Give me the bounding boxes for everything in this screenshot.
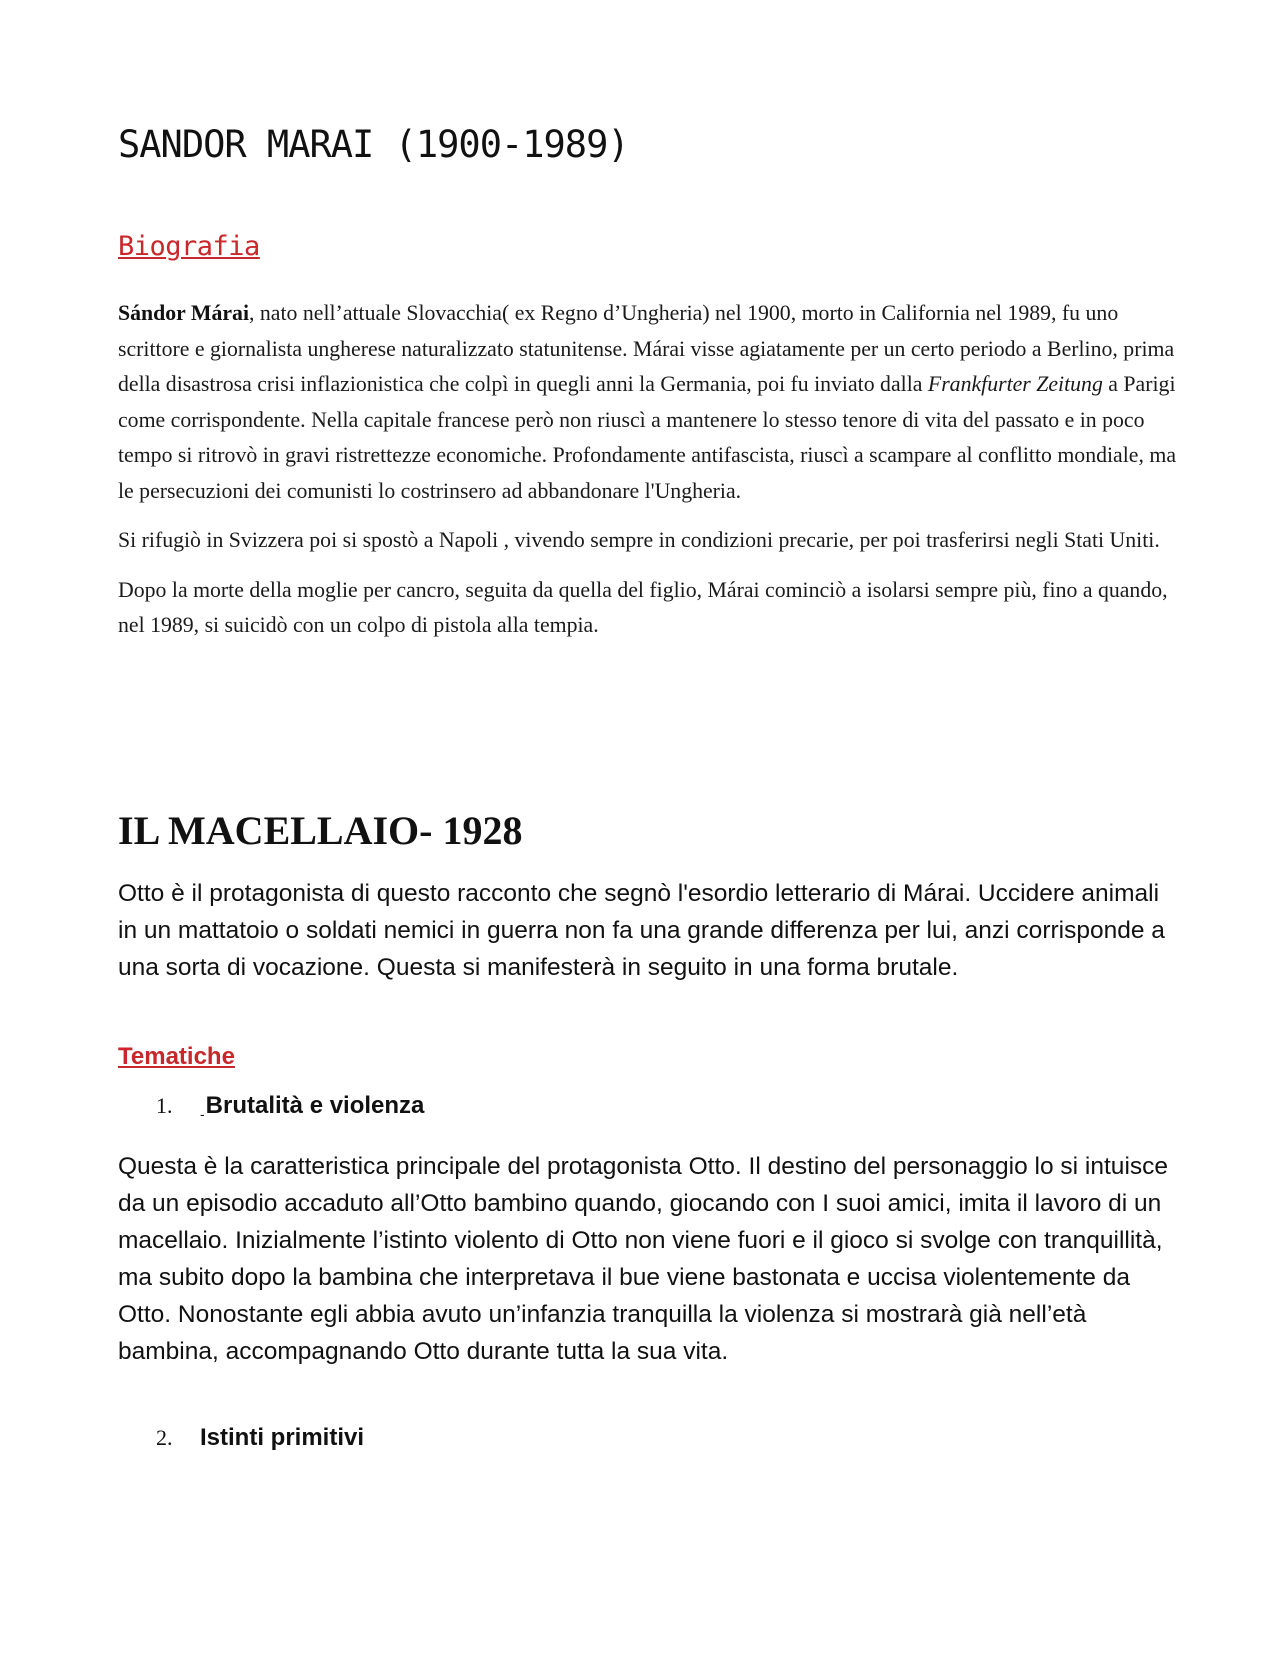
biography-paragraph-2: Si rifugiò in Svizzera poi si spostò a Napoli , vivendo sempre in condizioni precarie, per poi trasferirsi negli Stati Uniti.	[118, 528, 1160, 552]
theme-number: 2.	[156, 1425, 173, 1450]
biography-paragraph-3: Dopo la morte della moglie per cancro, seguita da quella del figlio, Márai cominciò a isolarsi sempre più, fino a quando, nel 1989, si suicidò con un colpo di pistola alla tempia.	[118, 577, 1168, 637]
novel-title: IL MACELLAIO- 1928	[118, 808, 523, 853]
novel-intro: Otto è il protagonista di questo racconto che segnò l'esordio letterario di Márai. Uccidere animali in un mattatoio o soldati nemici in guerra non fa una grande differenza per lui, anzi corrisponde a una sorta di vocazione. Questa si manifesterà in seguito in una forma brutale.	[118, 880, 1165, 981]
page-title: SANDOR MARAI (1900-1989)	[118, 123, 629, 166]
theme-dash: -	[200, 1106, 205, 1122]
theme-item-1	[156, 1090, 424, 1130]
theme-title: Istinti primitivi	[200, 1424, 365, 1451]
theme-number: 1.	[156, 1093, 173, 1118]
biography-body	[118, 296, 1178, 658]
biography-heading: Biografia	[118, 231, 260, 262]
theme-item-2	[156, 1422, 364, 1454]
biography-text-b: a Parigi come corrispondente. Nella capitale francese però non riuscì a mantenere lo stesso tenore di vita del passato e in poco tempo si ritrovò in gravi ristrettezze economiche. Profondamente antifascista, riuscì a scampare al conflitto mondiale, ma le persecuzioni dei comunisti lo costrinsero ad abbandonare l'Ungheria.	[118, 372, 1176, 503]
biography-text-a: , nato nell’attuale Slovacchia( ex Regno d’Ungheria) nel 1900, morto in California nel 1989, fu uno scrittore e giornalista ungherese naturalizzato statunitense. Márai visse agiatamente per un certo periodo a Berlino, prima della disastrosa crisi inflazionistica che colpì in quegli anni la Germania, poi fu inviato dalla	[118, 301, 1175, 396]
biography-paragraph-1	[118, 296, 1178, 509]
author-name: Sándor Márai	[118, 301, 249, 325]
newspaper-name: Frankfurter Zeitung	[927, 372, 1103, 396]
themes-heading: Tematiche	[118, 1043, 235, 1070]
theme-1-text: Questa è la caratteristica principale del protagonista Otto. Il destino del personaggio lo si intuisce da un episodio accaduto all’Otto bambino quando, giocando con I suoi amici, imita il lavoro di un macellaio. Inizialmente l’istinto violento di Otto non viene fuori e il gioco si svolge con tranquillità, ma subito dopo la bambina che interpretava il bue viene bastonata e uccisa violentemente da Otto. Nonostante egli abbia avuto un’infanzia tranquilla la violenza si mostrarà già nell’età bambina, accompagnando Otto durante tutta la sua vita.	[118, 1153, 1169, 1365]
theme-title: Brutalità e violenza	[205, 1092, 425, 1119]
